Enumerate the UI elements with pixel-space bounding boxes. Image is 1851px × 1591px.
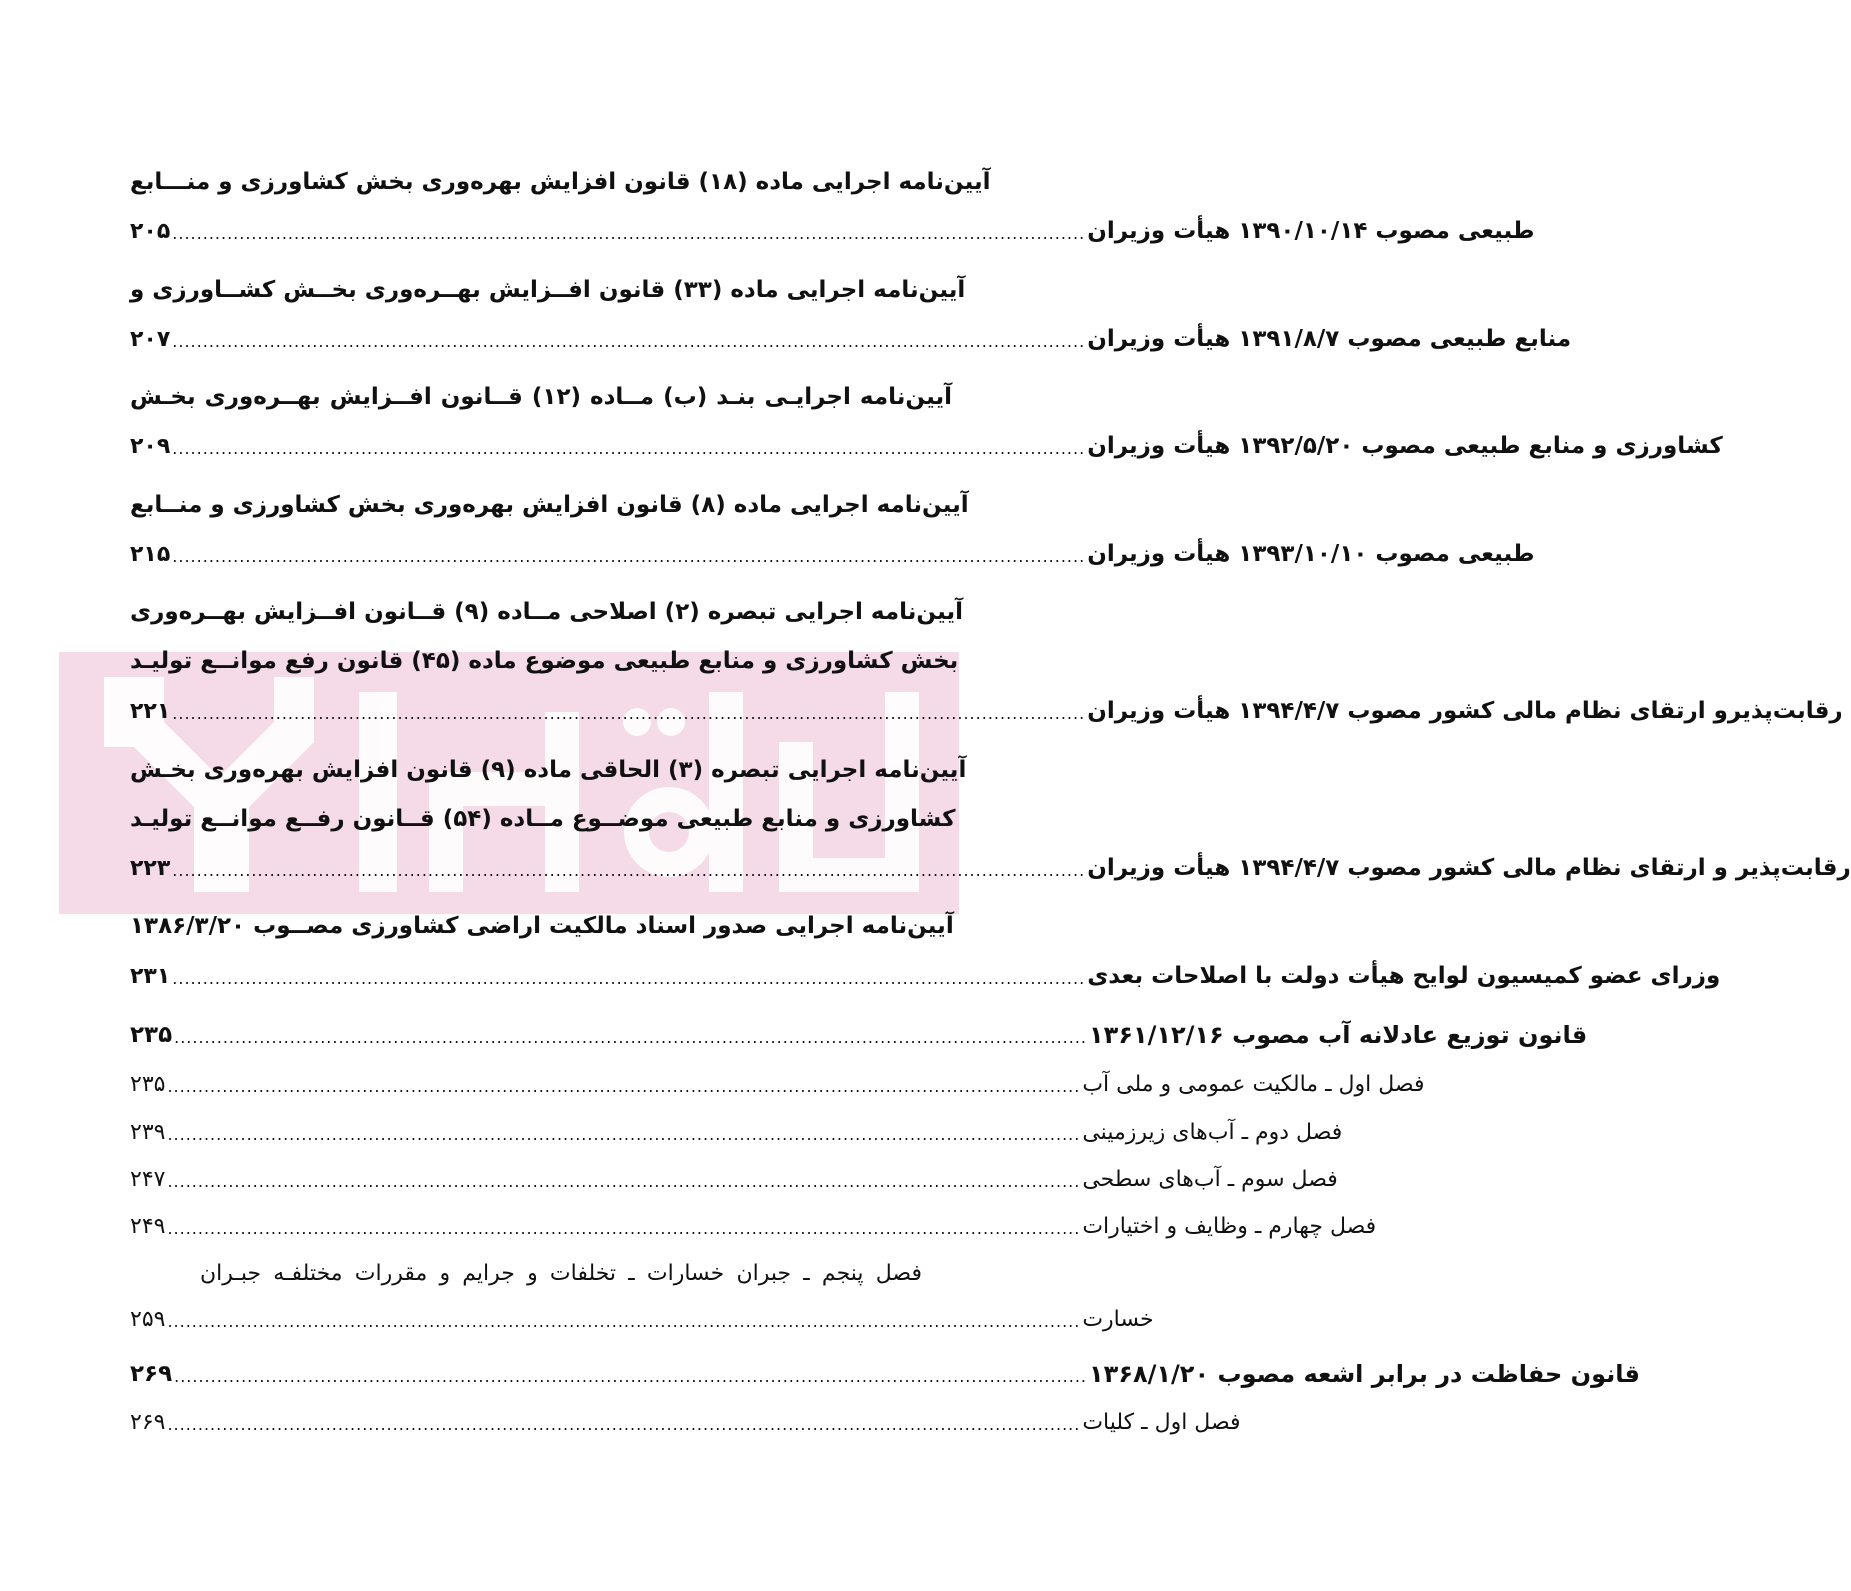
toc-page-number: ۲۶۹ — [130, 1409, 166, 1435]
toc-page-number: ۲۲۱ — [130, 698, 171, 724]
toc-page-number: ۲۰۷ — [130, 326, 171, 352]
toc-page-number: ۲۴۷ — [130, 1166, 166, 1192]
toc-chapter-line[interactable] — [130, 1399, 1241, 1445]
leader-dots: ...................................................................................................................................................... — [167, 1076, 1081, 1096]
toc-entry-text: رقابت‌پذیرو ارتقای نظام مالی کشور مصوب ۱۳۹۴/۴/۷ هیأت وزیران — [1087, 698, 1843, 724]
toc-page-number: ۲۳۱ — [130, 963, 171, 989]
toc-entry-text: آیین‌نامه اجرایـی بنـد (ب) مــاده (۱۲) قــانون افــزایش بهــره‌وری بخـش — [130, 384, 952, 410]
toc-entry-text: کشاورزی و منابع طبیعی مصوب ۱۳۹۲/۵/۲۰ هیأت وزیران — [1087, 433, 1723, 459]
toc-chapter-line[interactable] — [130, 1203, 1377, 1249]
toc-entry-line[interactable] — [130, 208, 1535, 254]
toc-entry-line — [130, 374, 952, 420]
toc-chapter-text: خسارت — [1082, 1306, 1154, 1332]
toc-page-number: ۲۳۹ — [130, 1119, 166, 1145]
toc-chapter-line[interactable] — [130, 1061, 1425, 1107]
toc-entry-line[interactable] — [130, 423, 1723, 469]
toc-entry-text: وزرای عضو کمیسیون لوایح هیأت دولت با اصلاحات بعدی — [1087, 963, 1721, 989]
toc-entry-line — [130, 903, 952, 949]
toc-section-heading[interactable] — [130, 1351, 1640, 1397]
leader-dots: ...................................................................................................................................................... — [172, 703, 1086, 723]
toc-entry-text: آیین‌نامه اجرایی صدور اسناد مالکیت اراضی کشاورزی مصــوب ۱۳۸۶/۳/۲۰ — [130, 913, 954, 939]
leader-dots: ...................................................................................................................................................... — [172, 968, 1086, 988]
leader-dots: ...................................................................................................................................................... — [174, 1366, 1088, 1386]
toc-section-heading[interactable] — [130, 1012, 1588, 1058]
toc-chapter-line[interactable] — [130, 1296, 1154, 1342]
toc-chapter-line[interactable] — [130, 1156, 1338, 1202]
toc-page-number: ۲۲۳ — [130, 855, 171, 881]
toc-entry-line — [130, 747, 967, 793]
toc-chapter-line — [200, 1250, 922, 1296]
toc-page-number: ۲۰۵ — [130, 218, 171, 244]
toc-entry-text: آیین‌نامه اجرایی ماده (۳۳) قانون افــزایش بهــره‌وری بخــش کشــاورزی و — [130, 277, 966, 303]
toc-page-number: ۲۰۹ — [130, 433, 171, 459]
leader-dots: ...................................................................................................................................................... — [172, 223, 1086, 243]
toc-entry-text: آیین‌نامه اجرایی تبصره (۳) الحاقی ماده (۹) قانون افزایش بهره‌وری بخـش — [130, 757, 967, 783]
toc-page-number: ۲۵۹ — [130, 1306, 166, 1332]
toc-entry-text: آیین‌نامه اجرایی ماده (۸) قانون افزایش بهره‌وری بخش کشاورزی و منــابع — [130, 492, 969, 518]
toc-entry-text: آیین‌نامه اجرایی تبصره (۲) اصلاحی مــاده (۹) قــانون افــزایش بهــره‌وری — [130, 599, 963, 625]
leader-dots: ...................................................................................................................................................... — [167, 1124, 1081, 1144]
toc-entry-text: طبیعی مصوب ۱۳۹۳/۱۰/۱۰ هیأت وزیران — [1087, 541, 1535, 567]
toc-entry-text: کشاورزی و منابع طبیعی موضــوع مــاده (۵۴) قــانون رفــع موانــع تولیـد — [130, 806, 956, 832]
toc-page-number: ۲۴۹ — [130, 1213, 166, 1239]
toc-entry-text: آیین‌نامه اجرایی ماده (۱۸) قانون افزایش بهره‌وری بخش کشاورزی و منـــابع — [130, 169, 991, 195]
toc-entry-line — [130, 796, 956, 842]
leader-dots: ...................................................................................................................................................... — [167, 1171, 1081, 1191]
toc-page-number: ۲۳۵ — [130, 1071, 166, 1097]
toc-entry-text: رقابت‌پذیر و ارتقای نظام مالی کشور مصوب ۱۳۹۴/۴/۷ هیأت وزیران — [1087, 855, 1851, 881]
toc-chapter-text: فصل دوم ـ آب‌های زیرزمینی — [1082, 1119, 1343, 1145]
toc-page-number: ۲۱۵ — [130, 541, 171, 567]
toc-chapter-text: فصل چهارم ـ وظایف و اختیارات — [1082, 1213, 1377, 1239]
toc-chapter-text: فصل پنجم ـ جبران خسارات ـ تخلفات و جرایم و مقررات مختلفـه جبـران — [200, 1260, 922, 1286]
toc-chapter-text: فصل اول ـ کلیات — [1082, 1409, 1241, 1435]
toc-entry-line[interactable] — [130, 531, 1535, 577]
toc-section-title: قانون حفاظت در برابر اشعه مصوب ۱۳۶۸/۱/۲۰ — [1089, 1360, 1640, 1388]
toc-chapter-text: فصل اول ـ مالکیت عمومی و ملی آب — [1082, 1071, 1425, 1097]
toc-entry-line[interactable] — [130, 316, 1572, 362]
toc-section-title: قانون توزیع عادلانه آب مصوب ۱۳۶۱/۱۲/۱۶ — [1089, 1021, 1588, 1049]
toc-entry-text: بخش کشاورزی و منابع طبیعی موضوع ماده (۴۵) قانون رفع موانــع تولیـد — [130, 648, 959, 674]
toc-entry-line — [130, 159, 991, 205]
toc-chapter-line[interactable] — [130, 1109, 1343, 1155]
toc-page-number: ۲۳۵ — [130, 1022, 173, 1048]
toc-entry-text: منابع طبیعی مصوب ۱۳۹۱/۸/۷ هیأت وزیران — [1087, 326, 1572, 352]
toc-entry-line[interactable] — [130, 688, 1843, 734]
toc-entry-text: طبیعی مصوب ۱۳۹۰/۱۰/۱۴ هیأت وزیران — [1087, 218, 1535, 244]
toc-entry-line — [130, 589, 963, 635]
toc-chapter-text: فصل سوم ـ آب‌های سطحی — [1082, 1166, 1338, 1192]
toc-entry-line — [130, 482, 969, 528]
leader-dots: ...................................................................................................................................................... — [172, 860, 1086, 880]
leader-dots: ...................................................................................................................................................... — [167, 1311, 1081, 1331]
leader-dots: ...................................................................................................................................................... — [167, 1218, 1081, 1238]
toc-entry-line[interactable] — [130, 845, 1851, 891]
toc-entry-line — [130, 638, 959, 684]
toc-page-number: ۲۶۹ — [130, 1361, 173, 1387]
toc-entry-line[interactable] — [130, 953, 1721, 999]
leader-dots: ...................................................................................................................................................... — [172, 546, 1086, 566]
leader-dots: ...................................................................................................................................................... — [172, 331, 1086, 351]
leader-dots: ...................................................................................................................................................... — [174, 1027, 1088, 1047]
leader-dots: ...................................................................................................................................................... — [172, 438, 1086, 458]
toc-entry-line — [130, 267, 966, 313]
leader-dots: ...................................................................................................................................................... — [167, 1414, 1081, 1434]
